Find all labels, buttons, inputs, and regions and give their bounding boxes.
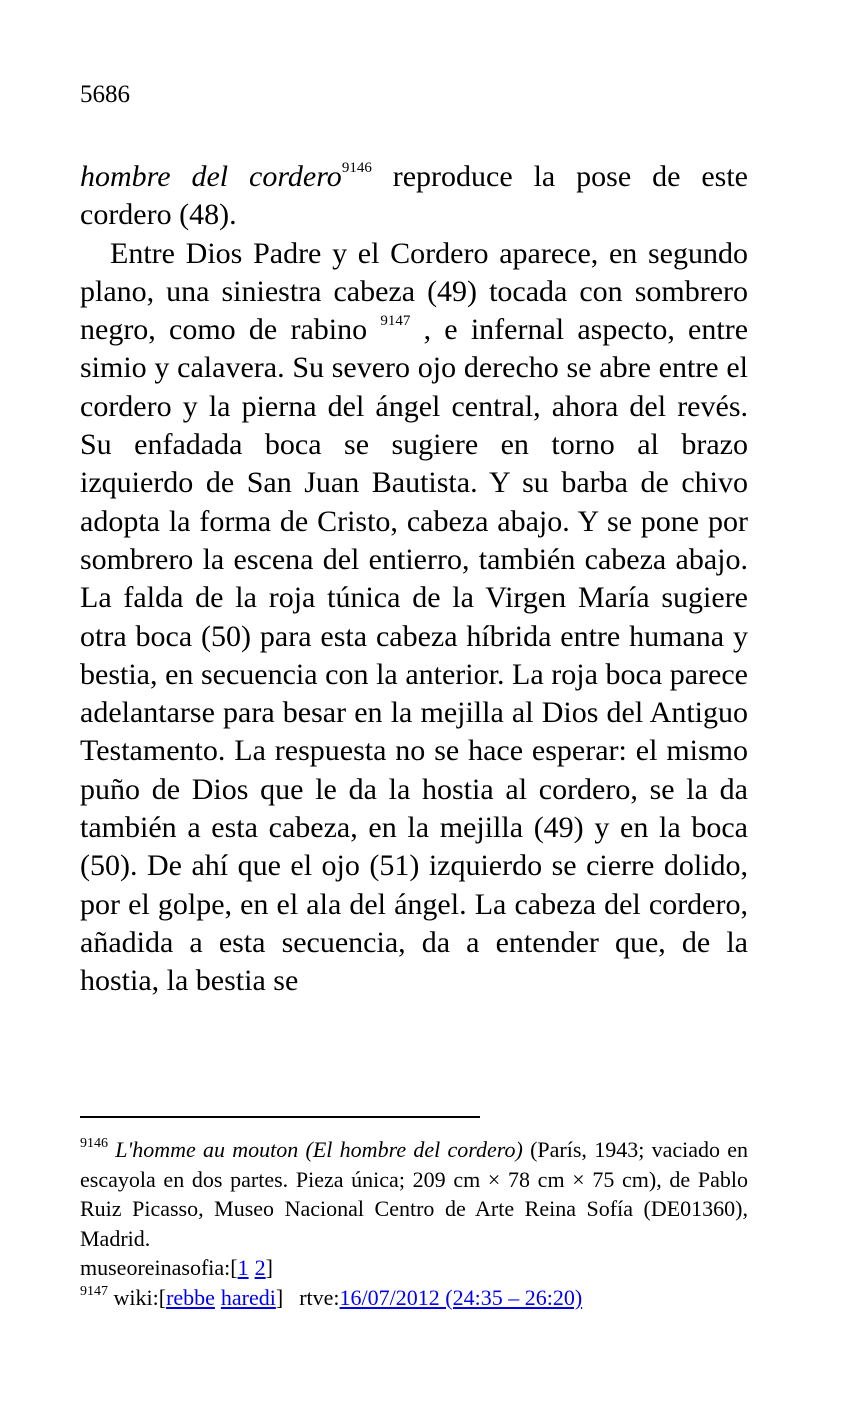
footnote-text: (París, 1943; vaciado en escayola en dos partes. Pieza única; 209 cm × 78 cm × 75 cm), de Pablo Ruiz Picasso, Museo Nacional Centro de Arte Reina Sofía (DE01360), Madrid. <box>80 1137 749 1251</box>
page-number: 5686 <box>80 81 130 108</box>
footnote-9147 <box>80 1283 748 1313</box>
footnote-number: 9146 <box>80 1136 108 1151</box>
open-bracket: [ <box>158 1284 167 1310</box>
paragraph-2-text-a: Entre Dios Padre y el Cordero aparece, en segundo plano, una siniestra cabeza (49) tocada con sombrero negro, como de rabino <box>80 236 748 347</box>
footnote-9146 <box>80 1135 748 1283</box>
open-bracket: [ <box>230 1255 238 1280</box>
rtve-link[interactable]: 16/07/2012 (24:35 – 26:20) <box>339 1284 583 1310</box>
footnote-number: 9147 <box>80 1283 108 1299</box>
work-title-italic: hombre del cordero <box>80 160 342 193</box>
footnote-separator <box>80 1116 480 1118</box>
museo-link-2[interactable]: 2 <box>254 1255 266 1280</box>
paragraph-2-text-b: , e infernal aspecto, entre simio y calavera. Su severo ojo derecho se abre entre el cordero y la pierna del ángel central, ahora del revés. Su enfadada boca se sugiere en torno al brazo izquierdo de San Juan Bautista. Y su barba de chivo adopta la forma de Cristo, cabeza abajo. Y se pone por sombrero la escena del entierro, también cabeza abajo. La falda de la roja túnica de la Virgen María sugiere otra boca (50) para esta cabeza híbrida entre humana y bestia, en secuencia con la anterior. La roja boca parece adelantarse para besar en la mejilla al Dios del Antiguo Testamento. La respuesta no se hace esperar: el mismo puño de Dios que le da la hostia al cordero, se la da también a esta cabeza, en la mejilla (49) y en la boca (50). De ahí que el ojo (51) izquierdo se cierre dolido, por el golpe, en el ala del ángel. La cabeza del cordero, añadida a esta secuencia, da a entender que, de la hostia, la bestia se <box>80 313 749 998</box>
wiki-label: wiki: <box>113 1284 159 1310</box>
footnotes <box>80 1135 748 1312</box>
paragraph-1-text: reproduce la pose de este cordero (48). <box>80 160 748 232</box>
rtve-label: rtve: <box>299 1284 340 1310</box>
close-bracket: ] <box>275 1284 284 1310</box>
footnote-links-line <box>80 1253 748 1283</box>
footnote-ref-9146[interactable]: 9146 <box>341 160 372 176</box>
wiki-link-rebbe[interactable]: rebbe <box>166 1284 215 1310</box>
footnote-ref-9147[interactable]: 9147 <box>380 313 411 330</box>
close-bracket: ] <box>265 1255 273 1280</box>
paragraph-2 <box>80 235 748 1001</box>
source-label: museoreinasofia: <box>80 1255 231 1280</box>
paragraph-1 <box>80 158 748 235</box>
museo-link-1[interactable]: 1 <box>237 1255 249 1280</box>
wiki-link-haredi[interactable]: haredi <box>220 1284 276 1310</box>
main-text <box>80 158 748 1001</box>
footnote-italic-title: L'homme au mouton (El hombre del cordero) <box>115 1137 523 1162</box>
